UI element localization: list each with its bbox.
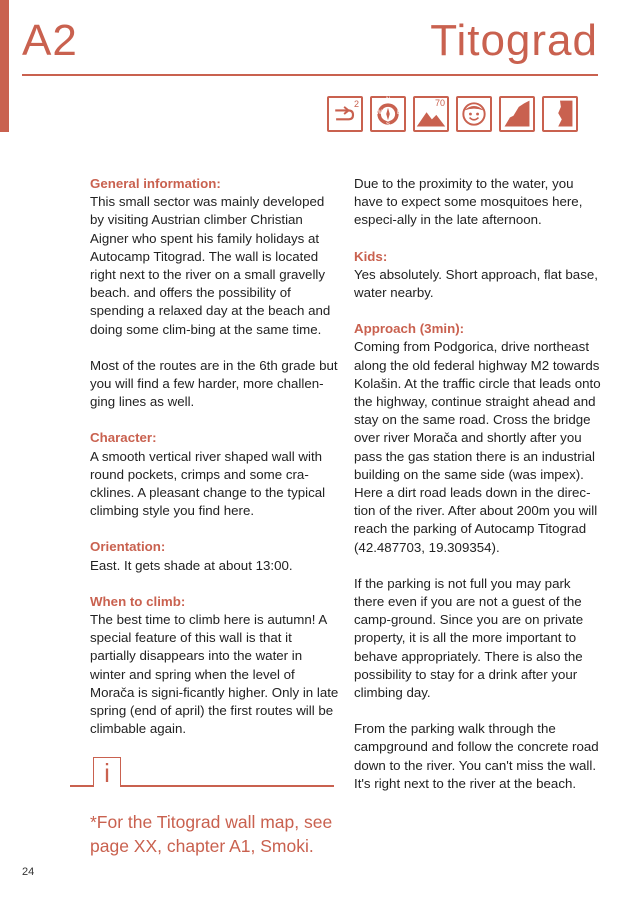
slab-wall-icon <box>499 96 535 132</box>
info-divider <box>70 757 334 791</box>
orientation-text: East. It gets shade at about 13:00. <box>90 557 293 573</box>
compass-letter-e: E <box>397 110 402 116</box>
compass-letter-w: W <box>376 110 382 116</box>
compass-orientation-icon <box>370 96 406 132</box>
compass-letter-s: S <box>386 122 391 128</box>
header-divider <box>22 74 598 76</box>
approach-walk-text: From the parking walk through the campground and follow the concrete road down to the river. You can't miss the wall. It's right next to the river at the beach. <box>354 721 599 791</box>
page-number: 24 <box>22 866 35 878</box>
general-info-heading: General information: <box>90 176 221 191</box>
compass-letter-n: N <box>386 97 391 103</box>
kids-text: Yes absolutely. Short approach, flat base, water nearby. <box>354 266 598 301</box>
approach-parking-text: If the parking is not full you may park there even if you are not a guest of the camp-ground. Since you are on private property, it is all the more important to behave appropriately. There is also the possibility to stay for a drink after your climbing day. <box>354 575 584 701</box>
character-text: A smooth vertical river shaped wall with round pockets, crimps and some cra-cklines. A pleasant change to the typical climbing style you find here. <box>90 448 326 519</box>
route-count-badge: 2 <box>353 99 359 109</box>
kids-heading: Kids: <box>354 248 388 264</box>
when-to-climb-text: The best time to climb here is autumn! A special feature of this wall is that it partially disappears into the water in winter and spring when the level of Morača is signi-ficantly higher. Only in late spring (end of april) the first routes will be climbable again. <box>90 612 339 737</box>
accent-side-bar <box>0 0 9 132</box>
sector-icon-row <box>327 96 578 132</box>
when-to-climb-heading: When to climb: <box>90 593 186 609</box>
approach-heading: Approach (3min): <box>354 321 465 337</box>
orientation-heading: Orientation: <box>90 539 166 555</box>
kids-friendly-icon <box>456 96 492 132</box>
general-info-text: This small sector was mainly developed by visiting Austrian climber Christian Aigner who spent his family holidays at Autocamp Titograd. The wall is located right next to the river on a small gravelly beach. and offers the possibility of spending a relaxed day at the beach and doing some clim-bing at the same time. <box>90 194 331 337</box>
sector-name: Titograd <box>430 16 598 65</box>
vertical-wall-icon <box>542 96 578 132</box>
left-column <box>90 175 340 756</box>
info-icon: i <box>93 757 121 787</box>
general-info-grades-text: Most of the routes are in the 6th grade but you will find a few harder, more challen-ging lines as well. <box>90 357 338 410</box>
sector-code: A2 <box>22 16 78 65</box>
mountain-height-icon <box>413 96 449 132</box>
right-column <box>354 175 604 811</box>
character-heading: Character: <box>90 430 157 446</box>
mosquito-note-text: Due to the proximity to the water, you have to expect some mosquitoes here, especi-ally in the late afternoon. <box>354 176 583 228</box>
mountain-height-badge: 70 <box>434 98 445 108</box>
approach-driving-text: Coming from Podgorica, drive northeast along the old federal highway M2 towards Kolašin. At the traffic circle that leads onto the highway, continue straight ahead and stay on the same road. Cross the bridge over river Morača and shortly after you pass the gas station there is an industrial building on the same side (was impex). Here a dirt road leads down in the direc-tion of the river. After about 200m you will reach the parking of Autocamp Titograd (42.487703, 19.309354). <box>354 339 601 555</box>
wall-map-note: *For the Titograd wall map, see page XX, chapter A1, Smoki. <box>90 812 333 856</box>
route-count-icon <box>327 96 363 132</box>
